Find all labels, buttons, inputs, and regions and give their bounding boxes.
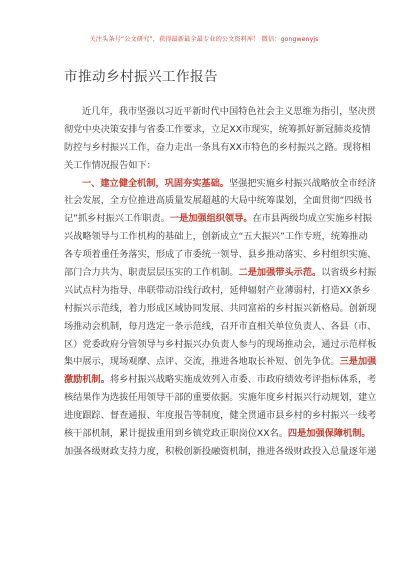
line-text: 社会发展，全方位推进高质量发展超越的大局中统筹谋划，全面贯彻“四级书 [64, 195, 372, 207]
paragraph-line [64, 228, 368, 246]
paragraph-line [64, 371, 377, 389]
paragraph-line [64, 336, 377, 354]
highlighted-heading: 激励机制。 [64, 374, 110, 386]
line-text: 场推动会机制，每月选定一条示范线，召开市直相关单位负责人、各县（市、 [64, 320, 377, 332]
paragraph-line [64, 300, 377, 318]
line-text: 核干部机制，累计提拔重用到乡镇党政正职岗位XX名。 [64, 428, 288, 440]
paragraph-line [64, 353, 377, 371]
line-text: 将乡村振兴战略实施成效列入市委、市政府绩效考评指标体系，考 [109, 374, 377, 386]
document-title: 市推动乡村振兴工作报告 [64, 69, 218, 85]
line-text: 区）党委政府分管领导与乡村振兴办负责人参与的现场推动会，通过示范样板 [64, 338, 377, 350]
line-text: 部门合力共为、职责层层压实的工作机制。 [64, 267, 239, 279]
line-text: 在市县两级均成立实施乡村振 [252, 213, 372, 225]
paragraph-line [64, 157, 348, 175]
highlighted-heading: 四是加强保障机制。 [287, 428, 371, 440]
line-text: 兴试点村为指导、串联带动沿线行政村，延伸辐射产业薄弱村，打造XX条乡 [64, 284, 371, 296]
paragraph-line [64, 246, 377, 264]
line-text: 各专项着重任务落实，形成了市委统一领导、县乡推动落实、乡村组织实施、 [64, 249, 377, 261]
line-text: 近几年，我市坚强以习近平新时代中国特色社会主义思维为指引，坚决贯 [82, 106, 376, 117]
paragraph-line [64, 389, 377, 407]
highlighted-heading: 二是加强带头示范。 [238, 267, 322, 279]
paragraph-line [64, 407, 377, 425]
line-text: 村振兴示范线，着力形成区域协同发展、共同富裕的乡村振兴新格局。创新现 [64, 302, 377, 314]
line-text: 以省级乡村振 [321, 267, 377, 279]
line-text: 关工作情况报告如下： [64, 159, 156, 171]
highlighted-heading: 一是加强组织领导。 [169, 213, 253, 225]
line-text: 兴战略领导与工作机构的基础上，创新成立“五大振兴”工作专班，统筹推动 [64, 231, 368, 243]
line-text: 防控与乡村振兴工作，奋力走出一条具有XX市特色的乡村振兴之路。现将相 [64, 141, 371, 153]
paragraph-line [64, 264, 377, 282]
line-text: 坚强把实施乡村振兴战略放全市经济 [229, 177, 376, 189]
paragraph-line [64, 139, 371, 157]
paragraph-line [64, 443, 377, 461]
paragraph-line [64, 192, 372, 210]
line-text: 进度跟踪、督查通报、年度报告等制度，健全贯通市县乡村的乡村振兴一线考 [64, 410, 377, 422]
highlighted-heading: 三是加强 [339, 356, 377, 368]
line-text: 彻党中央决策安排与省委工作要求，立足XX市现实，统筹抓好新冠肺炎疫情 [64, 123, 371, 135]
line-text: 加强各级财政支持力度，积极创新投融资机制，推进各级财政投入总量逐年递 [64, 445, 377, 457]
paragraph-line [64, 425, 371, 443]
paragraph-line [64, 103, 376, 121]
paragraph-line [64, 318, 377, 336]
banner: 关注头条号“公文研究”，获得最新最全最专业的公文资料库！ 微信：gongwenyjs [89, 36, 319, 43]
line-text: 集中展示，现场观摩、点评、交流，推进各地取长补短、创先争优。 [64, 356, 340, 368]
paragraph-line [64, 175, 376, 193]
document-body [64, 103, 377, 461]
highlighted-heading: 一、建立健全机制，巩固夯实基础。 [82, 177, 229, 189]
line-text: 核结果作为选拔任用领导干部的重要依据。实施年度乡村振兴行动规划，建立 [64, 392, 377, 404]
paragraph-line [64, 210, 372, 228]
paragraph-line [64, 282, 371, 300]
line-text: 记”抓乡村振兴工作职责。 [64, 213, 170, 225]
paragraph-line [64, 121, 371, 139]
